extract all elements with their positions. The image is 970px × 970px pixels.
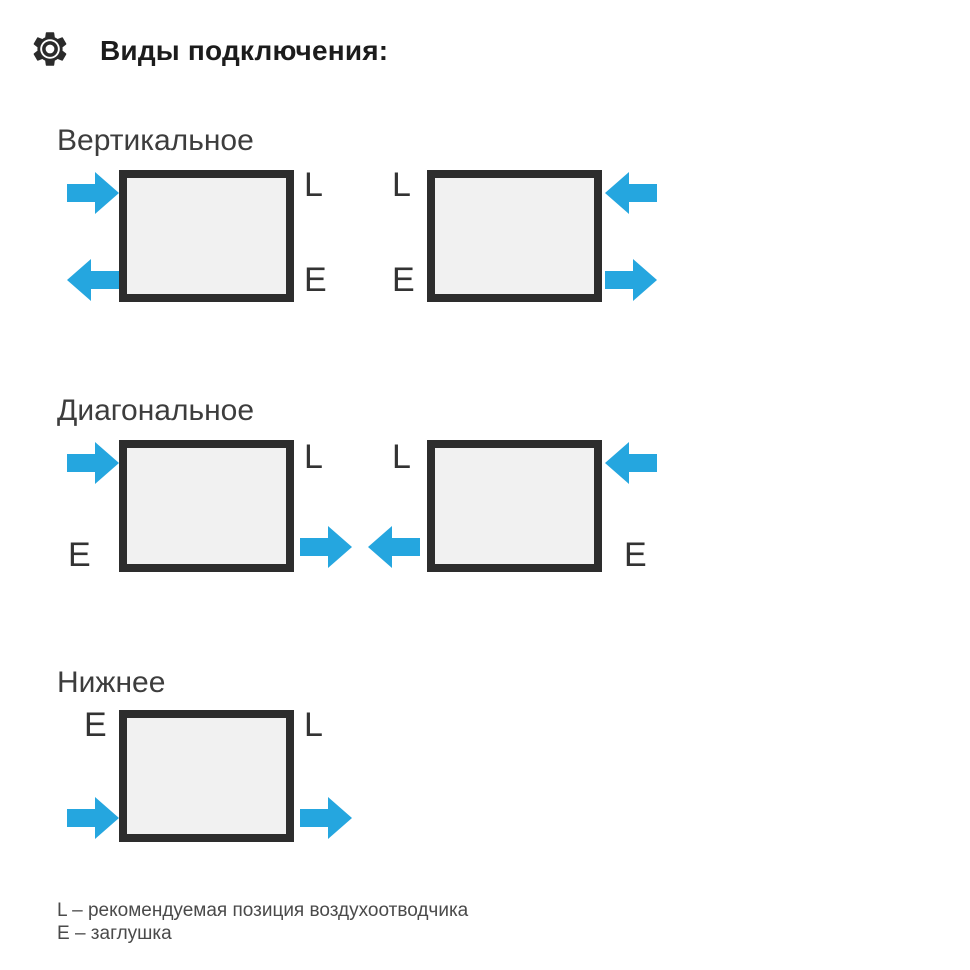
gear-icon: [29, 28, 71, 70]
port-label-l: L: [304, 706, 323, 744]
legend-line-e: E – заглушка: [57, 923, 172, 944]
radiator-box: [427, 440, 602, 572]
legend-line-l: L – рекомендуемая позиция воздухоотводчика: [57, 900, 469, 921]
section-heading-vertical: Вертикальное: [57, 124, 254, 157]
flow-arrow-inlet-icon: [605, 442, 657, 484]
section-heading-diagonal: Диагональное: [57, 394, 255, 427]
port-label-l: L: [392, 166, 411, 204]
flow-arrow-inlet-icon: [605, 172, 657, 214]
radiator-box: [119, 440, 294, 572]
flow-arrow-outlet-icon: [67, 259, 119, 301]
flow-arrow-outlet-icon: [300, 526, 352, 568]
radiator-box: [119, 170, 294, 302]
section-heading-bottom: Нижнее: [57, 666, 166, 699]
port-label-e: E: [392, 261, 415, 299]
port-label-e: E: [68, 536, 91, 574]
flow-arrow-inlet-icon: [67, 172, 119, 214]
flow-arrow-outlet-icon: [605, 259, 657, 301]
port-label-e: E: [84, 706, 107, 744]
flow-arrow-inlet-icon: [67, 442, 119, 484]
port-label-l: L: [304, 438, 323, 476]
port-label-l: L: [392, 438, 411, 476]
flow-arrow-outlet-icon: [368, 526, 420, 568]
page-title: Виды подключения:: [100, 35, 389, 66]
flow-arrow-outlet-icon: [300, 797, 352, 839]
legend: [57, 899, 468, 945]
port-label-l: L: [304, 166, 323, 204]
port-label-e: E: [624, 536, 647, 574]
flow-arrow-inlet-icon: [67, 797, 119, 839]
radiator-box: [119, 710, 294, 842]
radiator-box: [427, 170, 602, 302]
port-label-e: E: [304, 261, 327, 299]
